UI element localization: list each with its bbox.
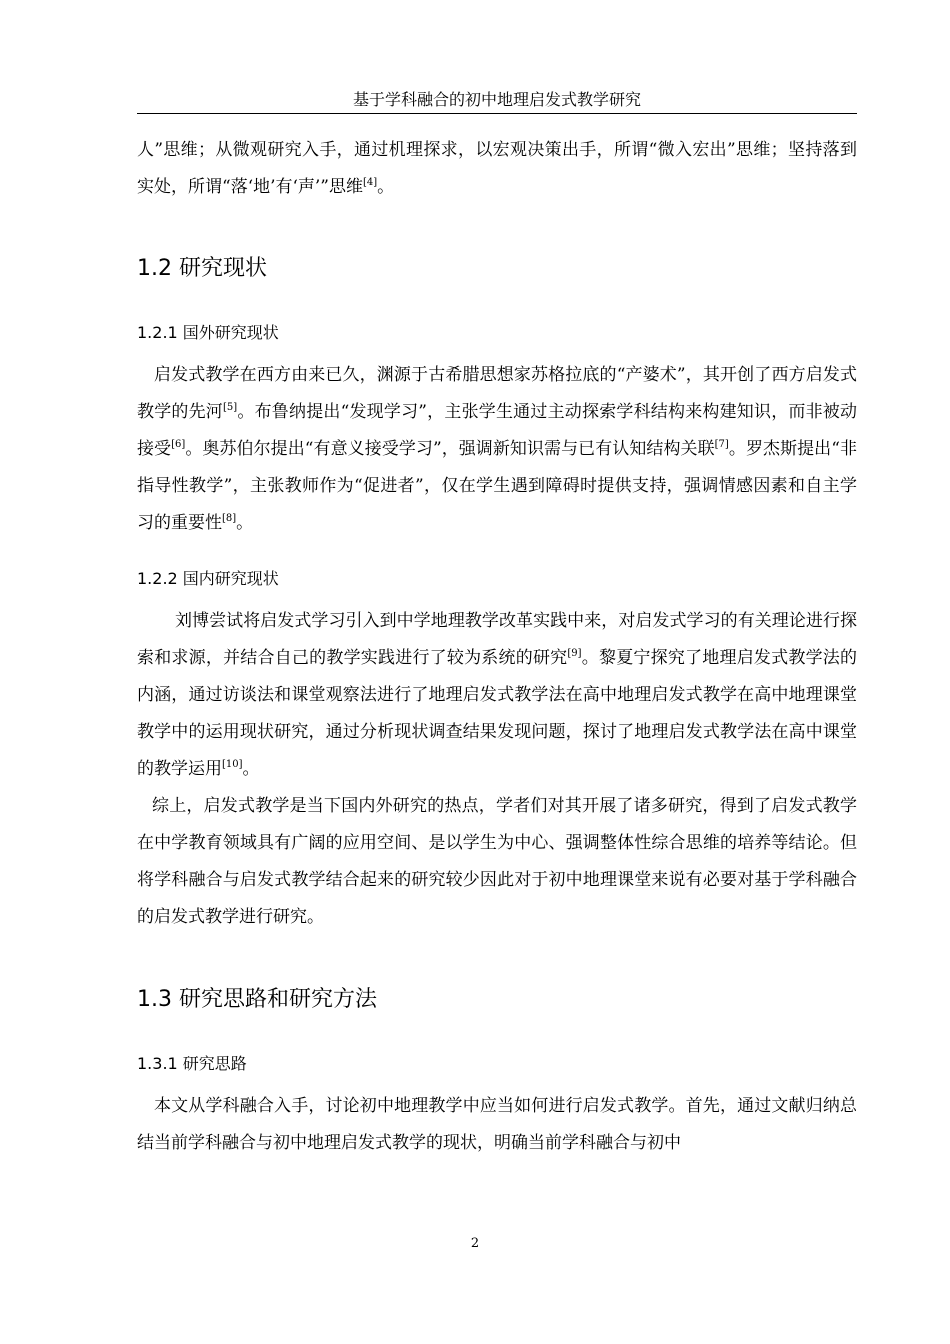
citation[interactable]: [5] (223, 402, 238, 413)
running-header (137, 88, 857, 114)
continued-paragraph: 人”思维；从微观研究入手，通过机理探求，以宏观决策出手，所谓“微入宏出”思维；坚持落到实处，所谓“落‘地’有‘声’”思维[4]。 (137, 140, 857, 197)
section-heading-1-2: 1.2 研究现状 (137, 256, 267, 281)
section-heading-1-3: 1.3 研究思路和研究方法 (137, 987, 377, 1012)
citation[interactable]: [6] (171, 439, 186, 450)
citation[interactable]: [10] (222, 759, 243, 770)
running-header-title: 基于学科融合的初中地理启发式教学研究 (352, 90, 641, 109)
subsection-heading-1-3-1: 1.3.1 研究思路 (137, 1054, 247, 1073)
page-body (137, 132, 857, 1162)
paragraph-research-approach: 本文从学科融合入手，讨论初中地理教学中应当如何进行启发式教学。首先，通过文献归纳总结当前学科融合与初中地理启发式教学的现状，明确当前学科融合与初中 (137, 1096, 857, 1153)
page-number: 2 (470, 1236, 480, 1251)
subsection-heading-1-2-2: 1.2.2 国内研究现状 (137, 569, 279, 588)
subsection-heading-1-2-1: 1.2.1 国外研究现状 (137, 323, 279, 342)
paragraph-summary: 综上，启发式教学是当下国内外研究的热点，学者们对其开展了诸多研究，得到了启发式教学在中学教育领域具有广阔的应用空间、是以学生为中心、强调整体性综合思维的培养等结论。但将学科融合与启发式教学结合起来的研究较少因此对于初中地理课堂来说有必要对基于学科融合的启发式教学进行研究。 (137, 796, 857, 927)
citation[interactable]: [7] (714, 439, 729, 450)
citation[interactable]: [8] (222, 513, 237, 524)
citation[interactable]: [9] (567, 648, 582, 659)
paragraph-foreign-research: 启发式教学在西方由来已久，渊源于古希腊思想家苏格拉底的“产婆术”，其开创了西方启发式教学的先河[5]。布鲁纳提出“发现学习”，主张学生通过主动探索学科结构来构建知识，而非被动接受[6]。奥苏伯尔提出“有意义接受学习”，强调新知识需与已有认知结构关联[7]。罗杰斯提出“非指导性教学”，主张教师作为“促进者”，仅在学生遇到障碍时提供支持，强调情感因素和自主学习的重要性[8]。 (137, 365, 858, 533)
paragraph-domestic-research: 刘博尝试将启发式学习引入到中学地理教学改革实践中来，对启发式学习的有关理论进行探索和求源，并结合自己的教学实践进行了较为系统的研究[9]。黎夏宁探究了地理启发式教学法的内涵，通过访谈法和课堂观察法进行了地理启发式教学法在高中地理启发式教学在高中地理课堂教学中的运用现状研究，通过分析现状调查结果发现问题，探讨了地理启发式教学法在高中课堂的教学运用[10]。 (137, 611, 858, 779)
citation[interactable]: [4] (363, 177, 378, 188)
